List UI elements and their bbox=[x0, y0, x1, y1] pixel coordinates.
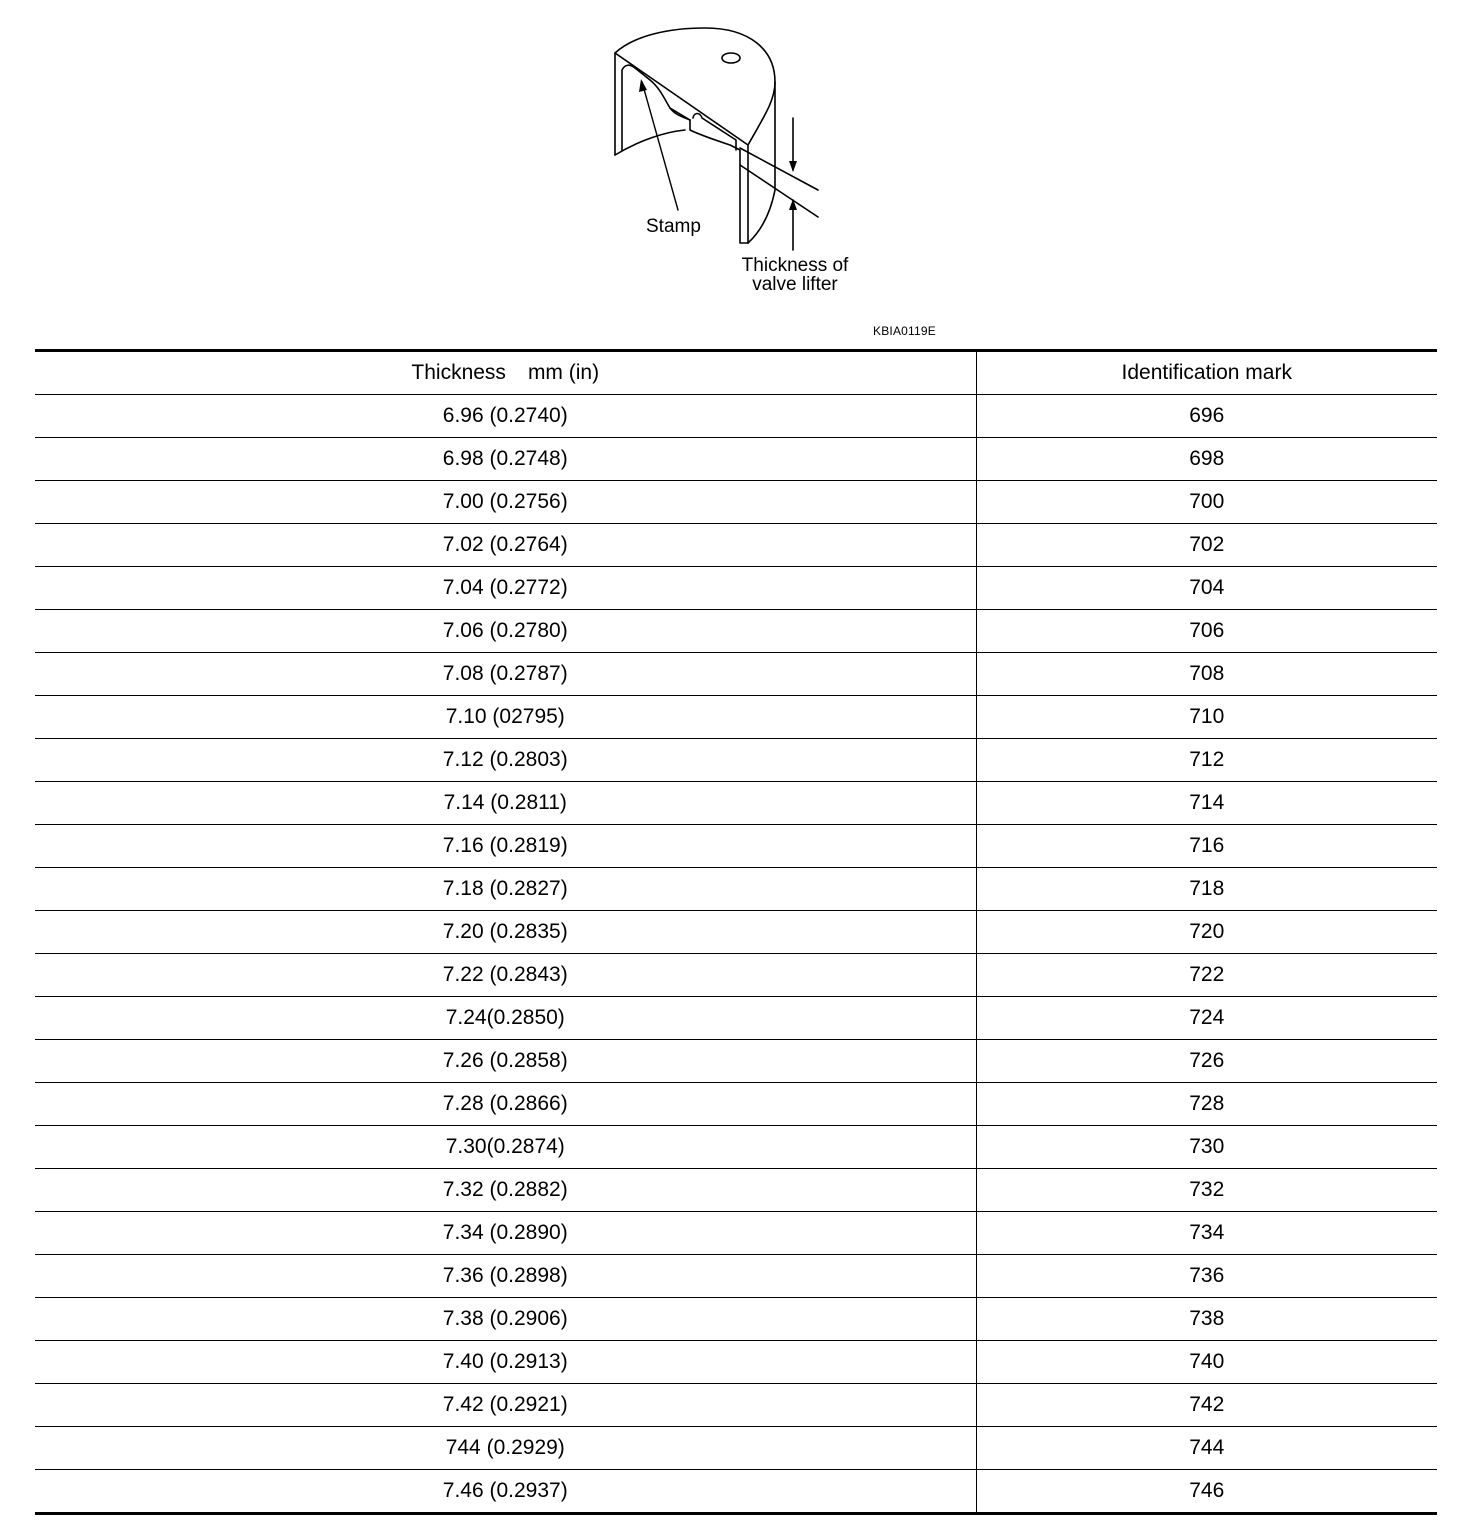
identification-mark-cell: 698 bbox=[976, 438, 1437, 481]
table-row bbox=[35, 395, 1437, 438]
table-row bbox=[35, 1169, 1437, 1212]
thickness-cell: 7.22 (0.2843) bbox=[35, 954, 976, 997]
table-row bbox=[35, 782, 1437, 825]
thickness-cell: 7.04 (0.2772) bbox=[35, 567, 976, 610]
table-row bbox=[35, 524, 1437, 567]
table-row bbox=[35, 1040, 1437, 1083]
table-row bbox=[35, 954, 1437, 997]
table-body bbox=[35, 395, 1437, 1514]
table-row bbox=[35, 1470, 1437, 1514]
identification-mark-cell: 736 bbox=[976, 1255, 1437, 1298]
thickness-cell: 7.08 (0.2787) bbox=[35, 653, 976, 696]
identification-mark-cell: 724 bbox=[976, 997, 1437, 1040]
thickness-cell: 7.12 (0.2803) bbox=[35, 739, 976, 782]
identification-mark-cell: 696 bbox=[976, 395, 1437, 438]
identification-mark-cell: 726 bbox=[976, 1040, 1437, 1083]
identification-mark-cell: 732 bbox=[976, 1169, 1437, 1212]
thickness-of-valve-lifter-label bbox=[720, 256, 870, 294]
identification-mark-cell: 714 bbox=[976, 782, 1437, 825]
identification-mark-cell: 734 bbox=[976, 1212, 1437, 1255]
thickness-cell: 7.06 (0.2780) bbox=[35, 610, 976, 653]
table-row bbox=[35, 696, 1437, 739]
thickness-cell: 7.10 (02795) bbox=[35, 696, 976, 739]
thickness-cell: 744 (0.2929) bbox=[35, 1427, 976, 1470]
table-row bbox=[35, 1255, 1437, 1298]
table-row bbox=[35, 825, 1437, 868]
table-row bbox=[35, 739, 1437, 782]
identification-mark-cell: 716 bbox=[976, 825, 1437, 868]
identification-mark-cell: 722 bbox=[976, 954, 1437, 997]
thickness-cell: 6.98 (0.2748) bbox=[35, 438, 976, 481]
identification-mark-cell: 740 bbox=[976, 1341, 1437, 1384]
table-row bbox=[35, 1341, 1437, 1384]
figure-code: KBIA0119E bbox=[873, 324, 936, 338]
table-header-row bbox=[35, 351, 1437, 395]
identification-mark-cell: 730 bbox=[976, 1126, 1437, 1169]
stamp-label: Stamp bbox=[646, 216, 701, 237]
table-row bbox=[35, 911, 1437, 954]
thickness-cell: 7.46 (0.2937) bbox=[35, 1470, 976, 1514]
thickness-cell: 7.32 (0.2882) bbox=[35, 1169, 976, 1212]
header-thickness bbox=[35, 351, 976, 395]
table-row bbox=[35, 1083, 1437, 1126]
thickness-cell: 7.26 (0.2858) bbox=[35, 1040, 976, 1083]
identification-mark-cell: 704 bbox=[976, 567, 1437, 610]
table-row bbox=[35, 567, 1437, 610]
table-row bbox=[35, 1298, 1437, 1341]
thickness-label-line1: Thickness of bbox=[741, 255, 849, 276]
header-thickness-label: Thickness bbox=[411, 361, 506, 384]
identification-mark-cell: 720 bbox=[976, 911, 1437, 954]
valve-lifter-thickness-table bbox=[35, 349, 1437, 1515]
table-row bbox=[35, 1212, 1437, 1255]
identification-mark-cell: 738 bbox=[976, 1298, 1437, 1341]
table-row bbox=[35, 653, 1437, 696]
identification-mark-cell: 742 bbox=[976, 1384, 1437, 1427]
table-row bbox=[35, 1384, 1437, 1427]
identification-mark-cell: 746 bbox=[976, 1470, 1437, 1514]
thickness-cell: 7.36 (0.2898) bbox=[35, 1255, 976, 1298]
table-row bbox=[35, 1427, 1437, 1470]
thickness-cell: 7.00 (0.2756) bbox=[35, 481, 976, 524]
thickness-cell: 7.16 (0.2819) bbox=[35, 825, 976, 868]
identification-mark-cell: 710 bbox=[976, 696, 1437, 739]
thickness-cell: 7.20 (0.2835) bbox=[35, 911, 976, 954]
thickness-cell: 7.34 (0.2890) bbox=[35, 1212, 976, 1255]
thickness-label-line2: valve lifter bbox=[752, 274, 838, 295]
identification-mark-cell: 706 bbox=[976, 610, 1437, 653]
thickness-cell: 7.28 (0.2866) bbox=[35, 1083, 976, 1126]
identification-mark-cell: 718 bbox=[976, 868, 1437, 911]
table-row bbox=[35, 481, 1437, 524]
thickness-cell: 7.14 (0.2811) bbox=[35, 782, 976, 825]
thickness-cell: 7.42 (0.2921) bbox=[35, 1384, 976, 1427]
thickness-cell: 7.02 (0.2764) bbox=[35, 524, 976, 567]
header-unit: mm (in) bbox=[527, 361, 600, 384]
table-row bbox=[35, 438, 1437, 481]
identification-mark-cell: 712 bbox=[976, 739, 1437, 782]
thickness-cell: 7.18 (0.2827) bbox=[35, 868, 976, 911]
table-row bbox=[35, 868, 1437, 911]
header-identification-mark: Identification mark bbox=[976, 351, 1437, 395]
identification-mark-cell: 728 bbox=[976, 1083, 1437, 1126]
table-row bbox=[35, 997, 1437, 1040]
identification-mark-cell: 702 bbox=[976, 524, 1437, 567]
thickness-cell: 6.96 (0.2740) bbox=[35, 395, 976, 438]
thickness-cell: 7.38 (0.2906) bbox=[35, 1298, 976, 1341]
identification-mark-cell: 708 bbox=[976, 653, 1437, 696]
thickness-cell: 7.40 (0.2913) bbox=[35, 1341, 976, 1384]
identification-mark-cell: 744 bbox=[976, 1427, 1437, 1470]
valve-lifter-figure bbox=[590, 20, 890, 310]
table-row bbox=[35, 610, 1437, 653]
table-row bbox=[35, 1126, 1437, 1169]
thickness-cell: 7.30(0.2874) bbox=[35, 1126, 976, 1169]
thickness-cell: 7.24(0.2850) bbox=[35, 997, 976, 1040]
identification-mark-cell: 700 bbox=[976, 481, 1437, 524]
